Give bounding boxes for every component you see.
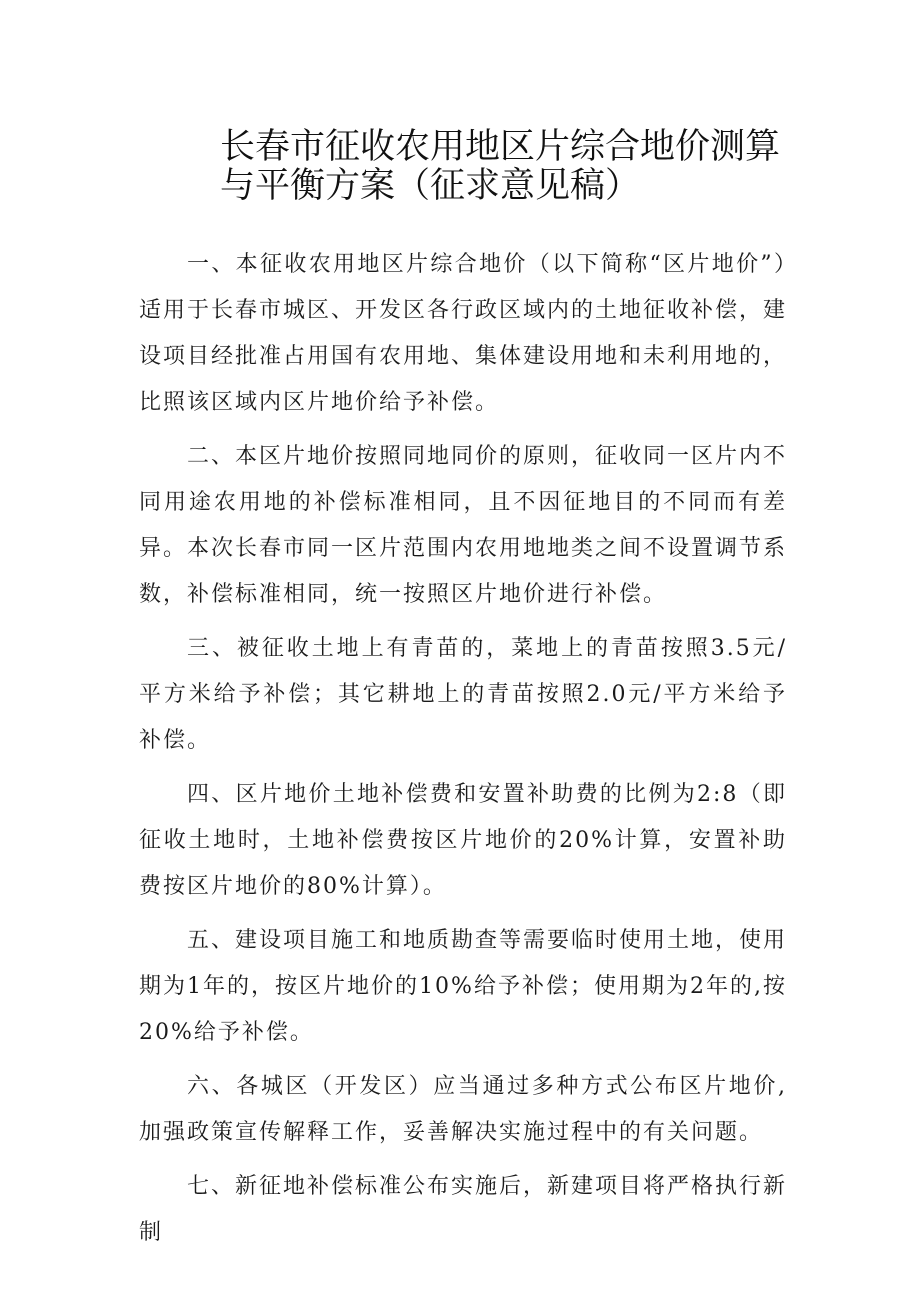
paragraph-4: 四、区片地价土地补偿费和安置补助费的比例为2:8（即征收土地时，土地补偿费按区片地价的20%计算，安置补助费按区片地价的80%计算）。 <box>139 782 787 899</box>
paragraph-7: 七、新征地补偿标准公布实施后，新建项目将严格执行新制 <box>139 1174 788 1245</box>
paragraph-1: 一、本征收农用地区片综合地价（以下简称“区片地价”）适用于长春市城区、开发区各行政区域内的土地征收补偿，建设项目经批准占用国有农用地、集体建设用地和未利用地的，比照该区域内区片地价给予补偿。 <box>139 252 788 415</box>
paragraph-5: 五、建设项目施工和地质勘查等需要临时使用土地，使用期为1年的，按区片地价的10%给予补偿；使用期为2年的,按20%给予补偿。 <box>139 928 788 1045</box>
paragraph-3: 三、被征收土地上有青苗的，菜地上的青苗按照3.5元/平方米给予补偿；其它耕地上的青苗按照2.0元/平方米给予补偿。 <box>139 636 787 753</box>
paragraph-2: 二、本区片地价按照同地同价的原则，征收同一区片内不同用途农用地的补偿标准相同，且不因征地目的不同而有差异。本次长春市同一区片范围内农用地地类之间不设置调节系数，补偿标准相同，统一按照区片地价进行补偿。 <box>139 444 788 607</box>
document-body <box>139 242 787 1264</box>
document-title: 长春市征收农用地区片综合地价测算与平衡方案（征求意见稿） <box>220 127 781 206</box>
paragraph-6: 六、各城区（开发区）应当通过多种方式公布区片地价,加强政策宣传解释工作，妥善解决实施过程中的有关问题。 <box>139 1074 787 1145</box>
